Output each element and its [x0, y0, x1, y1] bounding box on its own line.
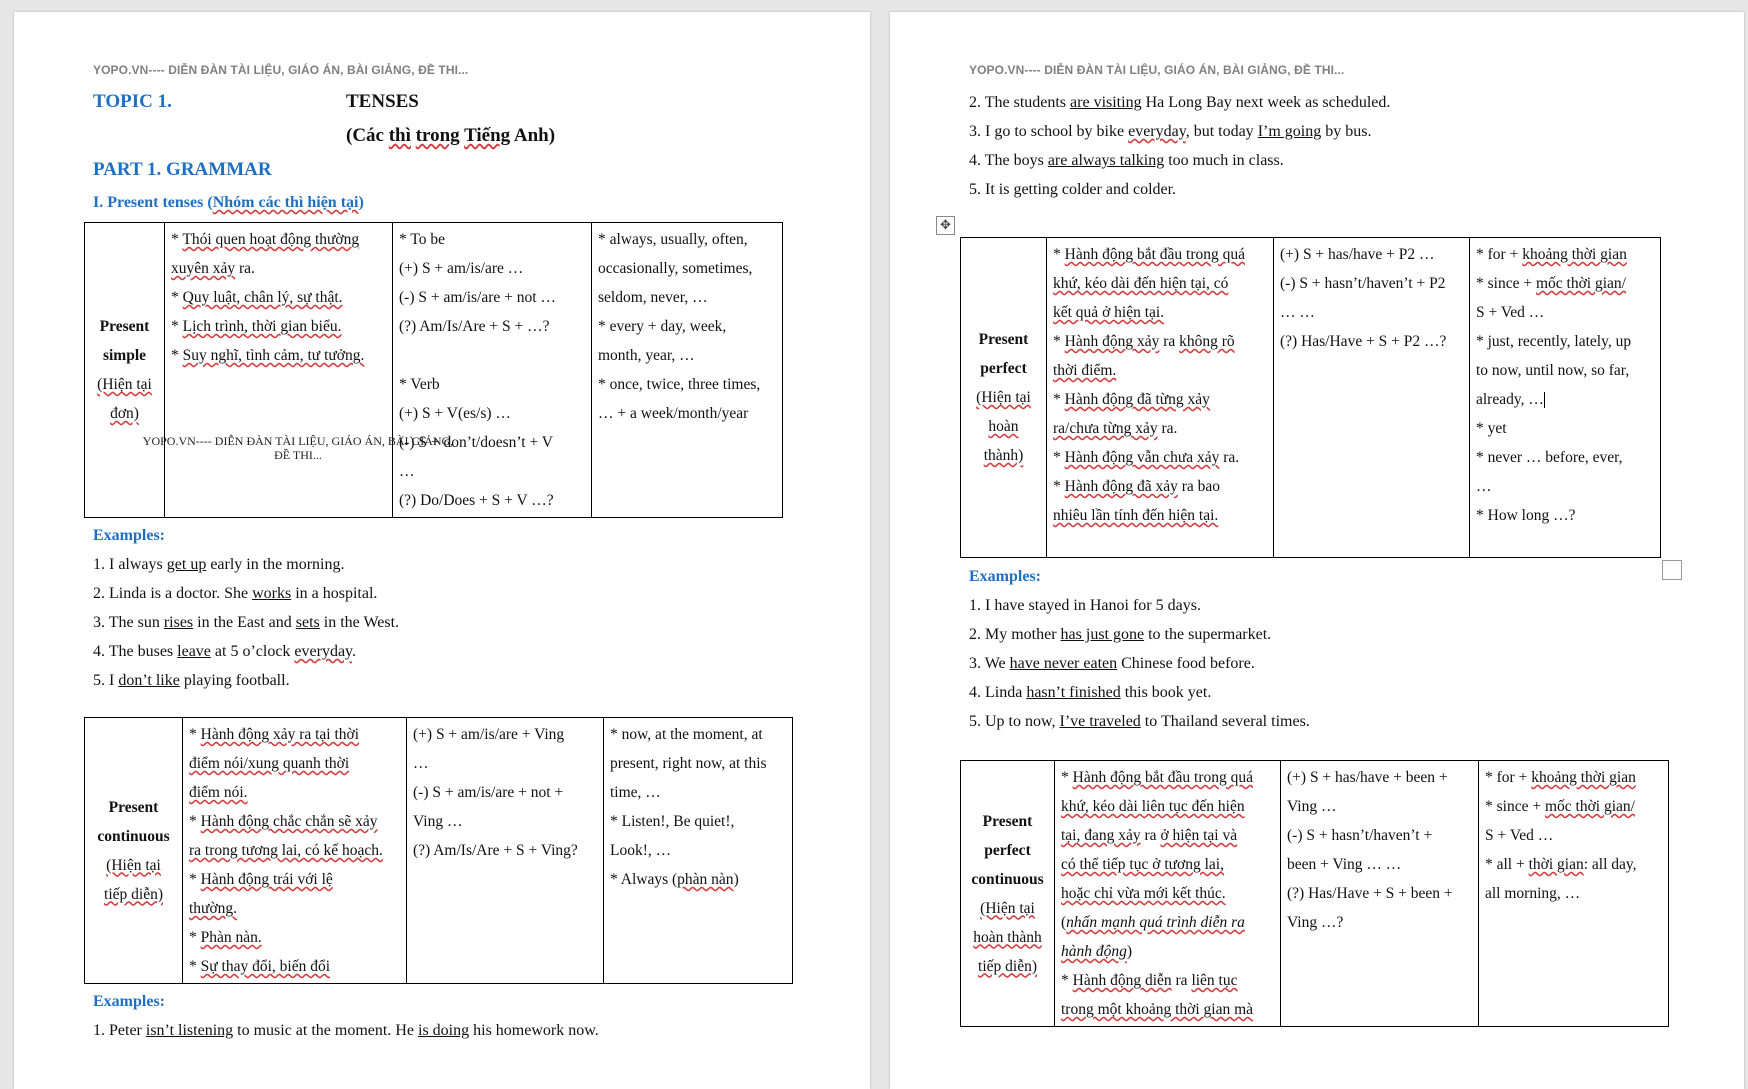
usage-line: * Hành động trái với lệ	[189, 871, 333, 888]
signal-line: * every + day, week,	[598, 318, 727, 335]
tense-name-line: (Hiện tại	[980, 899, 1035, 917]
document-page-left	[14, 12, 870, 1089]
form-line: Ving …	[413, 813, 463, 830]
signal-line	[1476, 385, 1654, 414]
signal-line: * just, recently, lately, up	[1476, 333, 1632, 350]
signal-line: seldom, never, …	[598, 289, 708, 306]
example-line: 1. I always get up early in the morning.	[93, 556, 345, 573]
form-line: (-) S + don’t/doesn’t + V	[399, 434, 553, 451]
form-line: (-) S + hasn’t/haven’t + P2	[1280, 275, 1446, 292]
form-line: (?) Has/Have + S + been +	[1287, 885, 1453, 902]
usage-line: * Hành động xảy ra tại thời	[189, 726, 360, 743]
usage-line: * Hành động bắt đầu trong quá	[1061, 769, 1253, 786]
examples-label: Examples:	[93, 993, 165, 1010]
signal-line: occasionally, sometimes,	[598, 260, 753, 277]
signal-line: time, …	[610, 784, 661, 801]
tense-name-cell	[85, 718, 183, 984]
usage-line: tại, đang xảy ra ở hiện tại và	[1061, 827, 1238, 844]
usage-line: thường.	[189, 900, 238, 917]
signal-line: * How long …?	[1476, 507, 1576, 524]
example-line: 1. Peter isn’t listening to music at the moment. He is doing his homework now.	[93, 1022, 599, 1039]
usage-line: * Hành động đã xảy ra bao	[1053, 478, 1221, 495]
form-line: * Verb	[399, 376, 440, 393]
table-move-icon[interactable]: ✥	[936, 216, 955, 235]
examples-label: Examples:	[969, 568, 1041, 585]
signal-line: present, right now, at this	[610, 755, 767, 772]
signal-words-cell	[1470, 238, 1661, 558]
example-line: 4. The buses leave at 5 o’clock everyday.	[93, 643, 357, 660]
usage-line: * Lịch trình, thời gian biểu.	[171, 318, 342, 335]
usage-line: * Hành động xảy ra không rõ	[1053, 333, 1235, 350]
usage-cell	[165, 223, 393, 518]
example-line: 2. Linda is a doctor. She works in a hospital.	[93, 585, 378, 602]
form-line: (+) S + has/have + been +	[1287, 769, 1448, 786]
example-line: 2. My mother has just gone to the supermarket.	[969, 626, 1272, 643]
present-perfect-table	[960, 237, 1661, 558]
tense-name-cell	[961, 761, 1055, 1027]
signal-line: * yet	[1476, 420, 1507, 437]
form-cell	[393, 223, 592, 518]
form-line: (?) Am/Is/Are + S + …?	[399, 318, 550, 335]
form-line: been + Ving … …	[1287, 856, 1402, 873]
form-line: (+) S + has/have + P2 …	[1280, 246, 1435, 263]
signal-line: all morning, …	[1485, 885, 1581, 902]
signal-line: * never … before, ever,	[1476, 449, 1623, 466]
form-line	[399, 341, 585, 370]
signal-line: … + a week/month/year	[598, 405, 749, 422]
form-cell	[1274, 238, 1470, 558]
part-heading: PART 1. GRAMMAR	[93, 159, 272, 180]
usage-line: * Hành động chắc chắn sẽ xảy	[189, 813, 378, 830]
signal-line: * since + mốc thời gian/	[1476, 275, 1626, 292]
tense-name-line: simple	[102, 347, 147, 364]
tense-name-line: (Hiện tại	[106, 856, 161, 874]
present-simple-table	[84, 222, 783, 518]
document-page-right	[890, 12, 1744, 1089]
example-line: 5. It is getting colder and colder.	[969, 181, 1177, 198]
usage-line: xuyên xảy ra.	[171, 260, 255, 277]
example-line: 1. I have stayed in Hanoi for 5 days.	[969, 597, 1201, 614]
usage-line: * Quy luật, chân lý, sự thật.	[171, 289, 343, 306]
form-cell	[407, 718, 604, 984]
example-line: 4. Linda hasn’t finished this book yet.	[969, 684, 1212, 701]
tense-name-cell	[961, 238, 1047, 558]
tense-name-line: Present	[978, 331, 1029, 348]
usage-line: thời điểm.	[1053, 362, 1117, 379]
usage-line: (nhấn mạnh quá trình diễn ra	[1061, 914, 1245, 931]
tense-name-line: Present	[108, 798, 159, 816]
tense-name-line: continuous	[971, 870, 1044, 888]
form-line: (-) S + am/is/are + not …	[399, 289, 556, 306]
example-line: 3. I go to school by bike everyday, but today I’m going by bus.	[969, 123, 1372, 140]
form-line: …	[413, 755, 429, 772]
signal-line: * since + mốc thời gian/	[1485, 798, 1635, 815]
tense-name-line: (Hiện tại	[97, 376, 152, 393]
example-line: 5. I don’t like playing football.	[93, 672, 290, 689]
signal-line: * Listen!, Be quiet!,	[610, 813, 735, 830]
signal-words-cell	[604, 718, 793, 984]
tense-name-line: perfect	[980, 360, 1027, 377]
signal-line: to now, until now, so far,	[1476, 362, 1630, 379]
tense-name-line: Present	[99, 318, 150, 335]
form-line: (?) Do/Does + S + V …?	[399, 492, 554, 509]
form-line: (-) S + am/is/are + not +	[413, 784, 564, 801]
signal-line: * for + khoảng thời gian	[1485, 769, 1636, 786]
tense-name-line: perfect	[984, 841, 1031, 859]
page-header: YOPO.VN---- DIỄN ĐÀN TÀI LIỆU, GIÁO ÁN, BÀI GIẢNG, ĐỀ THI...	[93, 63, 469, 77]
signal-line: S + Ved …	[1476, 304, 1545, 321]
usage-line: hoặc chỉ vừa mới kết thúc.	[1061, 885, 1226, 902]
form-line: (+) S + am/is/are + Ving	[413, 726, 565, 743]
signal-line: …	[1476, 478, 1492, 495]
signal-line: * now, at the moment, at	[610, 726, 763, 743]
signal-line: * Always (phàn nàn)	[610, 871, 739, 888]
signal-line: * all + thời gian: all day,	[1485, 856, 1637, 873]
usage-line: * Phàn nàn.	[189, 929, 262, 946]
usage-line: điểm nói.	[189, 784, 248, 801]
usage-line: hành động)	[1061, 943, 1133, 960]
example-line: 4. The boys are always talking too much in class.	[969, 152, 1284, 169]
tense-name-cell	[85, 223, 165, 518]
usage-cell	[1047, 238, 1274, 558]
signal-line: Look!, …	[610, 842, 672, 859]
form-line: …	[399, 463, 415, 480]
tense-name-line: continuous	[97, 827, 170, 845]
usage-line: ra trong tương lai, có kế hoạch.	[189, 842, 383, 859]
usage-line: nhiêu lần tính đến hiện tại.	[1053, 507, 1219, 524]
usage-line: * Suy nghĩ, tình cảm, tư tưởng.	[171, 347, 365, 364]
watermark-overlay: YOPO.VN---- DIỄN ĐÀN TÀI LIỆU, GIÁO ÁN, BÀI GIẢNG, ĐỀ THI...	[142, 434, 454, 462]
usage-line: có thể tiếp tục ở tương lai,	[1061, 856, 1224, 873]
example-line: 3. We have never eaten Chinese food before.	[969, 655, 1255, 672]
signal-text: already, …	[1476, 391, 1544, 408]
example-line: 5. Up to now, I’ve traveled to Thailand several times.	[969, 713, 1310, 730]
signal-line: month, year, …	[598, 347, 695, 364]
signal-line: * always, usually, often,	[598, 231, 748, 248]
usage-line: * Thói quen hoạt động thường	[171, 231, 360, 248]
usage-line: khứ, kéo dài liên tục đến hiện	[1061, 798, 1245, 815]
usage-line: * Hành động diễn ra liên tục	[1061, 972, 1238, 989]
form-cell	[1281, 761, 1479, 1027]
tense-name-line: hoàn thành	[973, 928, 1042, 946]
document-subtitle: (Các thì trong Tiếng Anh)	[346, 125, 556, 146]
text-cursor	[1544, 392, 1545, 408]
usage-line: * Hành động vẫn chưa xảy ra.	[1053, 449, 1240, 466]
tense-name-line: Present	[982, 812, 1033, 830]
tense-name-line: (Hiện tại	[976, 389, 1031, 406]
signal-line: * for + khoảng thời gian	[1476, 246, 1627, 263]
present-continuous-table	[84, 717, 793, 984]
signal-line: * once, twice, three times,	[598, 376, 761, 393]
form-line: (?) Has/Have + S + P2 …?	[1280, 333, 1447, 350]
section-heading: I. Present tenses (Nhóm các thì hiện tại)	[93, 194, 364, 211]
signal-words-cell	[1479, 761, 1669, 1027]
tense-name-line: tiếp diễn)	[104, 885, 163, 903]
tense-name-line: thành)	[983, 447, 1024, 464]
form-line: … …	[1280, 304, 1315, 321]
form-line: (-) S + hasn’t/haven’t +	[1287, 827, 1433, 844]
example-line: 3. The sun rises in the East and sets in the West.	[93, 614, 400, 631]
example-line: 2. The students are visiting Ha Long Bay next week as scheduled.	[969, 94, 1391, 111]
usage-line: kết quả ở hiện tại.	[1053, 304, 1165, 321]
form-line: Ving …?	[1287, 914, 1344, 931]
tense-name-line: tiếp diễn)	[978, 957, 1037, 975]
usage-cell	[183, 718, 407, 984]
usage-line: * Hành động bắt đầu trong quá	[1053, 246, 1245, 263]
usage-line: ra/chưa từng xảy ra.	[1053, 420, 1178, 437]
tense-name-line: hoàn	[988, 418, 1019, 435]
present-perfect-continuous-table	[960, 760, 1669, 1027]
page-header: YOPO.VN---- DIỄN ĐÀN TÀI LIỆU, GIÁO ÁN, BÀI GIẢNG, ĐỀ THI...	[969, 63, 1345, 77]
form-line: (?) Am/Is/Are + S + Ving?	[413, 842, 578, 859]
form-line: (+) S + V(es/s) …	[399, 405, 511, 422]
usage-line: * Hành động đã từng xảy	[1053, 391, 1210, 408]
table-resize-handle[interactable]	[1662, 560, 1682, 580]
usage-line: khứ, kéo dài đến hiện tại, có	[1053, 275, 1229, 292]
signal-line: S + Ved …	[1485, 827, 1554, 844]
tense-name-line: đơn)	[110, 405, 139, 422]
usage-line: điểm nói/xung quanh thời	[189, 755, 350, 772]
form-line: (+) S + am/is/are …	[399, 260, 524, 277]
usage-line: trong một khoảng thời gian mà	[1061, 1001, 1254, 1018]
topic-heading: TOPIC 1.	[93, 91, 172, 112]
form-line: Ving …	[1287, 798, 1337, 815]
form-line: * To be	[399, 231, 445, 248]
signal-words-cell	[592, 223, 783, 518]
document-title: TENSES	[346, 91, 419, 112]
examples-label: Examples:	[93, 527, 165, 544]
usage-cell	[1055, 761, 1281, 1027]
usage-line: * Sự thay đổi, biến đổi	[189, 958, 331, 975]
